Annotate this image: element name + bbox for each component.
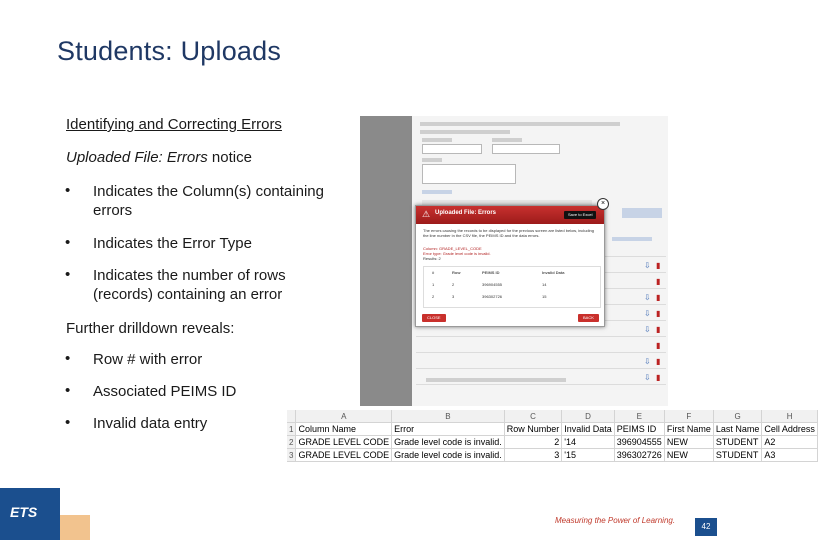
table-cell: PEIMS ID — [614, 423, 664, 436]
data-action-select — [492, 144, 560, 154]
bullet-symbol: • — [65, 266, 71, 283]
bullet-symbol: • — [65, 234, 71, 251]
table-cell: 396302726 — [482, 294, 503, 299]
table-row — [287, 436, 817, 449]
ets-logo-text: ETS — [10, 504, 38, 520]
table-cell: 3 — [504, 449, 562, 462]
ghost-text — [426, 378, 566, 382]
row-divider — [416, 352, 666, 353]
modal-results-label: Results: 2 — [423, 256, 441, 261]
column-letter: F — [664, 410, 713, 423]
bullet-symbol: • — [65, 414, 71, 431]
column-letter: C — [504, 410, 562, 423]
trash-icon: ▮ — [656, 341, 661, 350]
errors-table — [423, 266, 601, 308]
download-icon: ⇩ — [644, 261, 651, 270]
trash-icon: ▮ — [656, 293, 661, 302]
tagline: Measuring the Power of Learning. — [555, 516, 676, 525]
ghost-text — [420, 130, 510, 134]
row-divider — [416, 368, 666, 369]
further-drilldown-label: Further drilldown reveals: — [66, 320, 235, 337]
table-cell: 396904555 — [482, 282, 503, 287]
table-cell: 3 — [452, 294, 455, 299]
trash-icon: ▮ — [656, 373, 661, 382]
trash-icon: ▮ — [656, 261, 661, 270]
modal-description: The errors causing the records to be displayed for the previous screen are listed below, including the line number in the CSV file, the PEIMS ID and the data errors. — [423, 228, 594, 238]
ghost-text — [492, 138, 522, 142]
page-number: 42 — [695, 518, 717, 536]
close-icon[interactable]: × — [597, 198, 609, 210]
table-cell: Cell Address — [762, 423, 818, 436]
table-cell: 1 — [432, 282, 435, 287]
bullet-text: Invalid data entry — [93, 415, 208, 432]
table-cell: 2 — [504, 436, 562, 449]
column-letter: A — [296, 410, 392, 423]
row-divider — [416, 384, 666, 385]
column-letter: H — [762, 410, 818, 423]
column-letter: G — [713, 410, 762, 423]
table-cell: Last Name — [713, 423, 762, 436]
bullet-symbol: • — [65, 382, 71, 399]
row-number: 3 — [287, 449, 296, 462]
download-icon: ⇩ — [644, 325, 651, 334]
column-letter: D — [562, 410, 615, 423]
column-letter: B — [392, 410, 505, 423]
table-cell: NEW — [664, 436, 713, 449]
save-to-excel-button[interactable]: Save to Excel — [564, 211, 596, 219]
corner-cell — [287, 410, 296, 423]
warning-icon: ⚠ — [422, 209, 431, 219]
trash-icon: ▮ — [656, 309, 661, 318]
bullet-text: Associated PEIMS ID — [93, 383, 237, 400]
table-cell: 396904555 — [614, 436, 664, 449]
table-header: PEIMS ID — [482, 270, 500, 275]
table-cell: STUDENT — [713, 449, 762, 462]
page-title: Students: Uploads — [57, 36, 282, 66]
close-button[interactable]: CLOSE — [422, 314, 446, 322]
table-cell: Grade level code is invalid. — [392, 436, 505, 449]
table-cell: Row Number — [504, 423, 562, 436]
table-cell: GRADE LEVEL CODE — [296, 436, 392, 449]
modal-error-label: Error type: Grade level code is invalid. — [423, 251, 491, 256]
column-letters-row — [287, 410, 817, 423]
trash-icon: ▮ — [656, 325, 661, 334]
download-icon: ⇩ — [644, 357, 651, 366]
notice-italic: Uploaded File: Errors — [66, 149, 208, 166]
table-cell: First Name — [664, 423, 713, 436]
modal-header — [416, 206, 604, 224]
trash-icon: ▮ — [656, 277, 661, 286]
ghost-button — [622, 208, 662, 218]
table-cell: STUDENT — [713, 436, 762, 449]
table-cell: Invalid Data — [562, 423, 615, 436]
table-cell: '14 — [562, 436, 615, 449]
spreadsheet-excerpt — [287, 410, 815, 462]
modal-title: Uploaded File: Errors — [435, 210, 497, 216]
upload-type-select — [422, 144, 482, 154]
table-cell: A3 — [762, 449, 818, 462]
bullet-text: Indicates the Column(s) containing errors — [93, 183, 324, 219]
back-button[interactable]: BACK — [578, 314, 599, 322]
column-letter: E — [614, 410, 664, 423]
spreadsheet-grid — [287, 410, 818, 462]
trash-icon: ▮ — [656, 357, 661, 366]
ghost-text — [420, 122, 620, 126]
table-cell: 2 — [432, 294, 435, 299]
bullet-symbol: • — [65, 350, 71, 367]
ghost-text — [422, 158, 442, 162]
download-icon: ⇩ — [644, 373, 651, 382]
table-row — [287, 449, 817, 462]
table-cell: Grade level code is invalid. — [392, 449, 505, 462]
table-header: # — [432, 270, 435, 275]
table-cell: 15 — [542, 294, 547, 299]
bullet-symbol: • — [65, 182, 71, 199]
bullet-text: Row # with error — [93, 351, 203, 368]
ghost-text — [422, 138, 452, 142]
table-cell: 2 — [452, 282, 455, 287]
notice-line — [66, 148, 252, 167]
table-cell: Column Name — [296, 423, 392, 436]
logo-accent — [56, 515, 90, 540]
bullet-text: Indicates the Error Type — [93, 235, 252, 252]
ghost-link — [612, 237, 652, 241]
district-field — [422, 164, 516, 184]
notice-rest: notice — [207, 149, 252, 166]
table-cell: Error — [392, 423, 505, 436]
errors-modal — [415, 200, 606, 327]
download-icon: ⇩ — [644, 309, 651, 318]
table-header: Invalid Data — [542, 270, 565, 275]
row-number: 1 — [287, 423, 296, 436]
row-divider — [416, 336, 666, 337]
section-heading: Identifying and Correcting Errors — [66, 116, 282, 133]
table-header: Row — [452, 270, 461, 275]
ghost-link — [422, 190, 452, 194]
table-row — [287, 423, 817, 436]
table-cell: NEW — [664, 449, 713, 462]
download-icon: ⇩ — [644, 293, 651, 302]
table-cell: 14 — [542, 282, 547, 287]
modal-column-label: Column: GRADE_LEVEL_CODE — [423, 246, 482, 251]
bullet-text: Indicates the number of rows (records) containing an error — [93, 267, 286, 303]
table-cell: GRADE LEVEL CODE — [296, 449, 392, 462]
table-cell: '15 — [562, 449, 615, 462]
table-cell: A2 — [762, 436, 818, 449]
table-cell: 396302726 — [614, 449, 664, 462]
row-number: 2 — [287, 436, 296, 449]
